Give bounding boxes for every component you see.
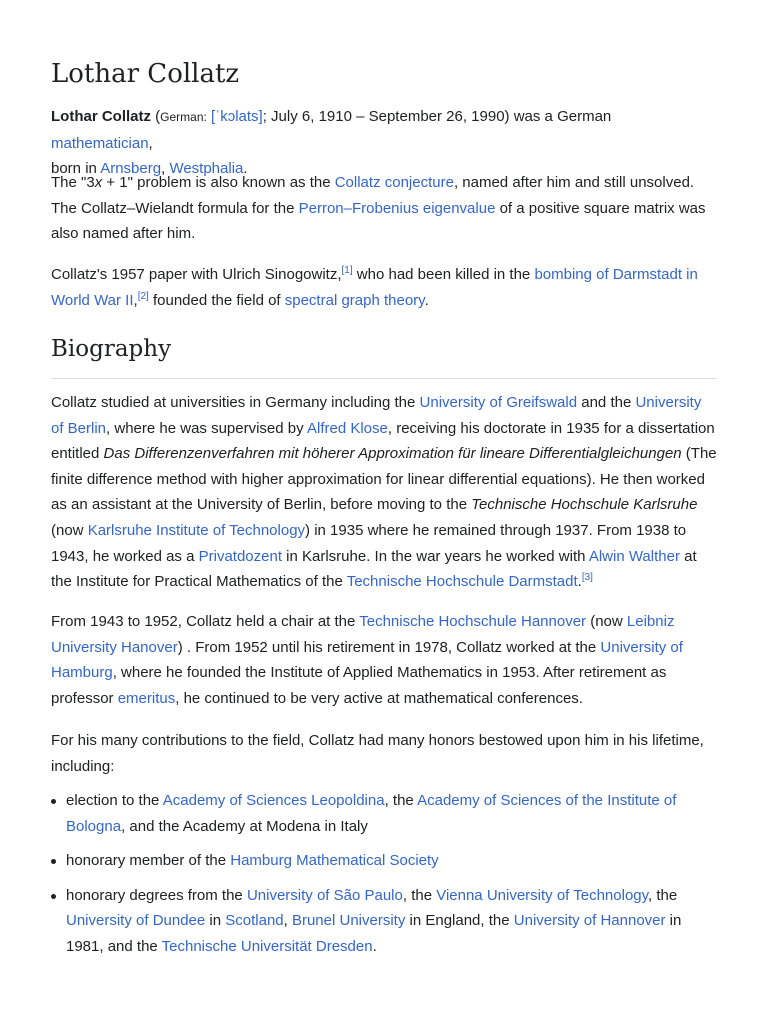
- biography-paragraph-2: From 1943 to 1952, Collatz held a chair at the Technische Hochschule Hannover (now Leibniz University Hanover) . From 1952 until his retirement in 1978, Collatz worked at the University of Hamburg, where he founded the Institute of Applied Mathematics in 1953. After retirement as professor emeritus, he continued to be very active at mathematical conferences.: [51, 613, 683, 707]
- link-th-darmstadt[interactable]: Technische Hochschule Darmstadt: [346, 573, 578, 591]
- link-academy-bologna[interactable]: Academy of Sciences of the Institute of Bologna: [66, 792, 677, 835]
- reference-1[interactable]: [1]: [341, 265, 353, 276]
- link-university-hamburg[interactable]: University of Hamburg: [51, 638, 683, 682]
- link-alfred-klose[interactable]: Alfred Klose: [306, 419, 388, 437]
- link-th-hannover[interactable]: Technische Hochschule Hannover: [359, 613, 587, 630]
- section-divider: [51, 378, 717, 379]
- biography-paragraph-3: For his many contributions to the field, Collatz had many honors bestowed upon him in his lifetime, including:: [51, 732, 704, 775]
- link-university-berlin[interactable]: University of Berlin: [51, 394, 702, 437]
- link-brunel-university[interactable]: Brunel University: [291, 912, 406, 930]
- link-privatdozent[interactable]: Privatdozent: [198, 547, 282, 565]
- subject-name: Lothar Collatz: [51, 108, 151, 125]
- link-university-hannover[interactable]: University of Hannover: [513, 912, 666, 930]
- link-spectral-graph-theory[interactable]: spectral graph theory: [284, 291, 425, 309]
- collatz-conjecture-paragraph: The "3x + 1" problem is also known as the Collatz conjecture, named after him and still unsolved. The Collatz–Wielandt formula for the Perron–Frobenius eigenvalue of a positive square matrix was also named after him.: [51, 174, 706, 243]
- link-leopoldina[interactable]: Academy of Sciences Leopoldina: [162, 792, 385, 809]
- link-arnsberg[interactable]: Arnsberg: [100, 160, 162, 178]
- link-tu-dresden[interactable]: Technische Universität Dresden: [161, 937, 373, 955]
- link-emeritus[interactable]: emeritus: [117, 689, 176, 707]
- link-scotland[interactable]: Scotland: [225, 912, 284, 930]
- link-hamburg-math-society[interactable]: Hamburg Mathematical Society: [230, 852, 439, 870]
- link-bombing-darmstadt[interactable]: bombing of Darmstadt in World War II: [51, 266, 698, 309]
- biography-paragraph-1: Collatz studied at universities in Germany including the University of Greifswald and the University of Berlin, where he was supervised by Alfred Klose, receiving his doctorate in 1935 for a dissertation entitled Das Differenzenverfahren mit höherer Approximation für lineare Differentialgleichungen (The finite difference method with higher approximation for linear differential equations). He then worked as an assistant at the University of Berlin, before moving to the Technische Hochschule Karlsruhe (now Karlsruhe Institute of Technology) in 1935 where he remained through 1937. From 1938 to 1943, he worked as a Privatdozent in Karlsruhe. In the war years he worked with Alwin Walther at the Institute for Practical Mathematics of the Technische Hochschule Darmstadt.[3]: [51, 394, 717, 591]
- link-mathematician[interactable]: mathematician: [51, 134, 149, 152]
- german-label: German:: [160, 110, 207, 124]
- reference-2[interactable]: [2]: [137, 290, 149, 302]
- link-perron-frobenius[interactable]: Perron–Frobenius eigenvalue: [298, 199, 496, 217]
- spectral-paragraph: Collatz's 1957 paper with Ulrich Sinogowitz,[1] who had been killed in the bombing of Darmstadt in World War II,[2] founded the field of spectral graph theory.: [51, 265, 698, 309]
- link-university-dundee[interactable]: University of Dundee: [66, 912, 206, 930]
- page-title: Lothar Collatz: [51, 59, 240, 89]
- link-university-sao-paulo[interactable]: University of São Paulo: [246, 886, 403, 904]
- intro-paragraph: Lothar Collatz (German: [ˈkɔlats]; July 6, 1910 – September 26, 1990) was a German mathematician, born in Arnsberg, Westphalia.: [51, 108, 612, 178]
- link-leibniz-university[interactable]: Leibniz University Hanover: [51, 613, 675, 656]
- dissertation-title: Das Differenzenverfahren mit höherer Approximation für lineare Differentialgleichungen: [103, 445, 682, 463]
- list-item: honorary member of the Hamburg Mathematical Society: [66, 848, 717, 874]
- link-vienna-university[interactable]: Vienna University of Technology: [436, 886, 649, 904]
- link-university-greifswald[interactable]: University of Greifswald: [419, 394, 578, 411]
- list-item: honorary degrees from the University of São Paulo, the Vienna University of Technology, the University of Dundee in Scotland, Brunel University in England, the University of Hannover in 1981, and the Technische Universität Dresden.: [66, 883, 717, 960]
- link-westphalia[interactable]: Westphalia: [169, 160, 244, 178]
- link-alwin-walther[interactable]: Alwin Walther: [588, 547, 680, 565]
- honors-list: [51, 788, 717, 960]
- link-karlsruhe-institute[interactable]: Karlsruhe Institute of Technology: [87, 521, 306, 539]
- link-collatz-conjecture[interactable]: Collatz conjecture: [334, 174, 454, 191]
- section-heading-biography: Biography: [51, 336, 172, 362]
- reference-3[interactable]: [3]: [581, 572, 593, 584]
- list-item: election to the Academy of Sciences Leopoldina, the Academy of Sciences of the Institute of Bologna, and the Academy at Modena in Italy: [66, 788, 717, 839]
- ipa-link[interactable]: [ˈkɔlats]: [211, 108, 263, 125]
